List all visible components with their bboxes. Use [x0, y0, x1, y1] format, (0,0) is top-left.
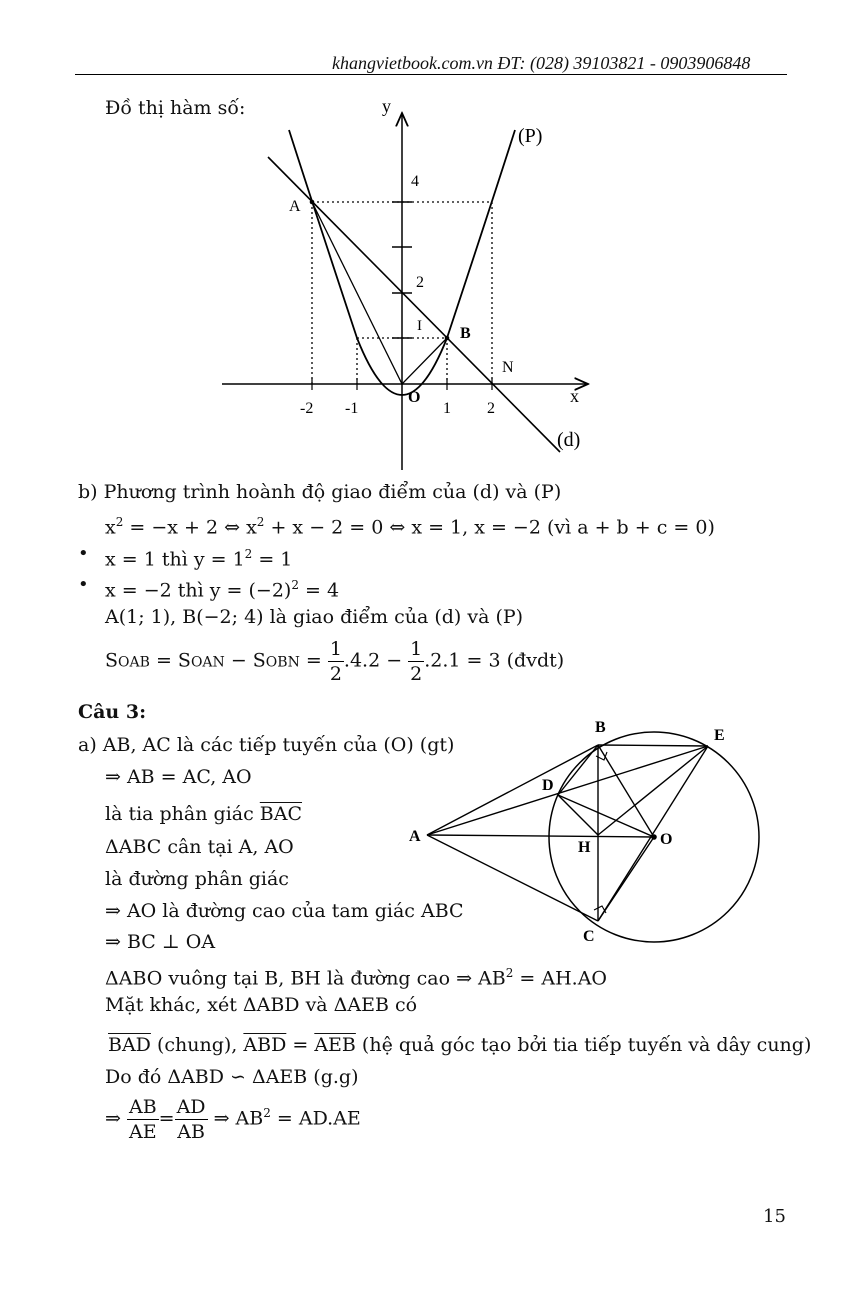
fig-label-O: O — [660, 831, 673, 848]
area-formula: SOAB = SOAN − SOBN = $\frac{1}{2}$ .4.2 − $\frac{1}{2}$ .2.1 = 3 (đvdt) — [105, 638, 565, 685]
cau3-line-11: Do đó ΔABD ∽ ΔAEB (g.g) — [105, 1066, 359, 1088]
tick-xm2: -2 — [300, 400, 314, 417]
cau3-line-10: $\overline{BAD}$ (chung), $\overline{ABD} = \overline{AEB}$ (hệ quả góc tạo bởi tia tiếp tuyến và dây cung) — [108, 1034, 812, 1056]
label-B: B — [460, 325, 471, 342]
fig-label-E: E — [714, 727, 725, 744]
label-P: (P) — [518, 125, 543, 147]
fig-label-C: C — [583, 928, 595, 945]
tick-xm1: -1 — [345, 400, 359, 417]
intersection-conclusion: A(1; 1), B(−2; 4) là giao điểm của (d) và (P) — [105, 606, 524, 628]
label-x: x — [570, 386, 579, 406]
tick-y4: 4 — [411, 173, 419, 190]
bullet-2-text: x = −2 thì $y = (-2)^2 = 4$ — [105, 578, 340, 602]
segment-OB — [402, 338, 447, 384]
function-graph — [0, 0, 860, 480]
tick-y2: 2 — [416, 274, 424, 291]
part-b-heading: b) Phương trình hoành độ giao điểm của (d) và (P) — [78, 481, 562, 503]
graph-title: Đồ thị hàm số: — [105, 97, 246, 119]
geometry-figure — [400, 700, 780, 960]
bullet-2-dot: • — [78, 574, 89, 595]
segment-OA — [312, 202, 402, 384]
fraction-half-1: $\frac{1}{2}$ — [329, 638, 342, 685]
fraction-ad-ab: $\frac{AD}{AB}$ — [176, 1096, 206, 1143]
fig-label-A: A — [409, 828, 421, 845]
cau3-line-8: ΔABO vuông tại B, BH là đường cao ⇒ $AB^2 = AH.AO$ — [105, 966, 608, 990]
label-y: y — [382, 96, 391, 116]
page-header: khangvietbook.com.vn ĐT: (028) 39103821 - 0903906848 — [332, 53, 751, 73]
label-A: A — [289, 198, 301, 215]
cau3-line-4: ΔABC cân tại A, AO — [105, 836, 294, 858]
bullet-1-text: x = 1 thì $y = 1^2 = 1$ — [105, 547, 293, 571]
cau3-line-6: ⇒ AO là đường cao của tam giác ABC — [105, 900, 464, 922]
fig-label-B: B — [595, 719, 606, 736]
fraction-ab-ae: $\frac{AB}{AE}$ — [128, 1096, 157, 1143]
tick-x2: 2 — [487, 400, 495, 417]
fraction-half-2: $\frac{1}{2}$ — [410, 638, 423, 685]
cau3-line-12: ⇒ $\frac{AB}{AE}$ = $\frac{AD}{AB}$ ⇒ $AB^2 = AD.AE$ — [105, 1096, 361, 1143]
fig-label-D: D — [542, 777, 554, 794]
cau3-line-9: Mặt khác, xét ΔABD và ΔAEB có — [105, 994, 418, 1016]
part-b-equation: $x^2 = -x + 2$ ⇔ $x^2 + x - 2 = 0$ ⇔ x = 1, x = −2 (vì a + b + c = 0) — [105, 515, 715, 539]
label-d: (d) — [557, 429, 581, 451]
tick-x1: 1 — [443, 400, 451, 417]
cau3-title: Câu 3: — [78, 701, 147, 723]
label-O: O — [408, 389, 421, 406]
cau3-line-7: ⇒ BC ⊥ OA — [105, 931, 216, 953]
bullet-1-dot: • — [78, 543, 89, 564]
fig-label-H: H — [578, 839, 591, 856]
page-number: 15 — [763, 1206, 786, 1227]
cau3-line-3: là tia phân giác $\overline{BAC}$ — [105, 803, 303, 825]
cau3-line-1: a) AB, AC là các tiếp tuyến của (O) (gt) — [78, 734, 455, 756]
label-N: N — [502, 359, 514, 376]
cau3-line-5: là đường phân giác — [105, 868, 289, 890]
label-I: I — [417, 318, 422, 334]
cau3-line-2: ⇒ AB = AC, AO — [105, 766, 252, 788]
